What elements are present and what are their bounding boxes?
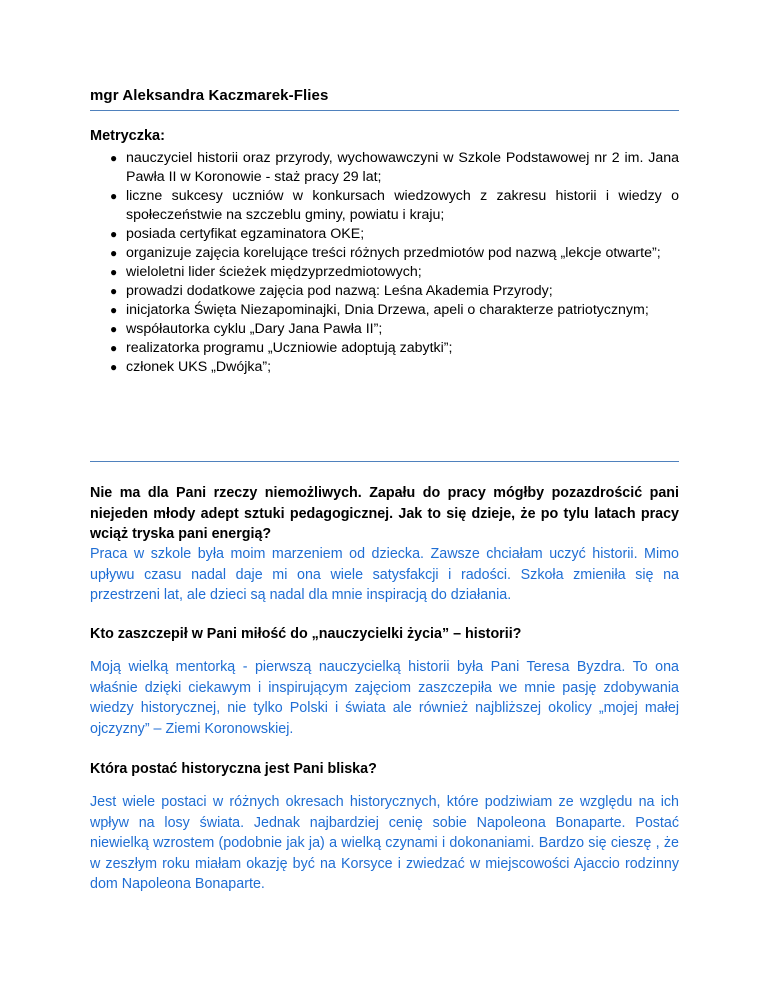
- answer-3: Jest wiele postaci w różnych okresach historycznych, które podziwiam ze względu na ich wpływ na losy świata. Jednak najbardziej cenię sobie Napoleona Bonaparte. Postać niewielką wzrostem (podobnie jak ja) a wielką czynami i dokonaniami. Bardzo się cieszę , że w zeszłym roku miałam okazję być na Korsyce i zwiedzać w miejscowości Ajaccio rodzinny dom Napoleona Bonaparte.: [90, 794, 679, 892]
- author-name: mgr Aleksandra Kaczmarek-Flies: [90, 87, 329, 104]
- bullet-icon: ●: [110, 303, 118, 317]
- bullet-icon: ●: [110, 360, 118, 374]
- divider-middle: [90, 461, 679, 462]
- list-item: ● posiada certyfikat egzaminatora OKE;: [110, 226, 365, 242]
- list-item: ● nauczyciel historii oraz przyrody, wychowawczyni w Szkole Podstawowej nr 2 im. Jana Pawła II w Koronowie - staż pracy 29 lat;: [110, 150, 679, 185]
- bullet-icon: ●: [110, 227, 118, 241]
- list-item: ● wieloletni lider ścieżek międzyprzedmiotowych;: [110, 264, 422, 280]
- bullet-icon: ●: [110, 189, 118, 203]
- bullet-icon: ●: [110, 151, 118, 165]
- divider-top: [90, 110, 679, 111]
- list-item: ● członek UKS „Dwójka”;: [110, 359, 272, 375]
- answer-2: Moją wielką mentorką - pierwszą nauczycielką historii była Pani Teresa Byzdra. To ona właśnie dzięki ciekawym i inspirującym zajęciom zaszczepiła we mnie pasję zdobywania wiedzy historycznej, nie tylko Polski i świata ale również najbliższej okolicy „mojej małej ojczyzny” – Ziemi Koronowskiej.: [90, 659, 679, 737]
- bullet-icon: ●: [110, 246, 118, 260]
- list-item: ● liczne sukcesy uczniów w konkursach wiedzowych z zakresu historii i wiedzy o społeczeństwie na szczeblu gminy, powiatu i kraju;: [110, 188, 679, 223]
- bullet-icon: ●: [110, 284, 118, 298]
- list-item: ● współautorka cyklu „Dary Jana Pawła II”;: [110, 321, 383, 337]
- question-1: Nie ma dla Pani rzeczy niemożliwych. Zapału do pracy mógłby pozazdrościć pani niejeden młody adept sztuki pedagogicznej. Jak to się dzieje, że po tylu latach pracy wciąż tryska pani energią?: [90, 485, 679, 542]
- question-3: Która postać historyczna jest Pani bliska?: [90, 761, 377, 777]
- list-item: ● organizuje zajęcia korelujące treści różnych przedmiotów pod nazwą „lekcje otwarte”;: [110, 245, 661, 261]
- metryczka-title: Metryczka:: [90, 128, 165, 144]
- list-item: ● inicjatorka Święta Niezapominajki, Dnia Drzewa, apeli o charakterze patriotycznym;: [110, 302, 649, 318]
- metryczka-list: [90, 149, 679, 377]
- question-2: Kto zaszczepił w Pani miłość do „nauczycielki życia” – historii?: [90, 626, 522, 642]
- bullet-icon: ●: [110, 341, 118, 355]
- list-item: ● prowadzi dodatkowe zajęcia pod nazwą: Leśna Akademia Przyrody;: [110, 283, 553, 299]
- list-item: ● realizatorka programu „Uczniowie adoptują zabytki”;: [110, 340, 453, 356]
- answer-1: Praca w szkole była moim marzeniem od dziecka. Zawsze chciałam uczyć historii. Mimo upływu czasu nadal daje mi ona wiele satysfakcji i radości. Szkoła zmieniła się na przestrzeni lat, ale dzieci są nadal dla mnie inspiracją do działania.: [90, 546, 679, 603]
- bullet-icon: ●: [110, 322, 118, 336]
- bullet-icon: ●: [110, 265, 118, 279]
